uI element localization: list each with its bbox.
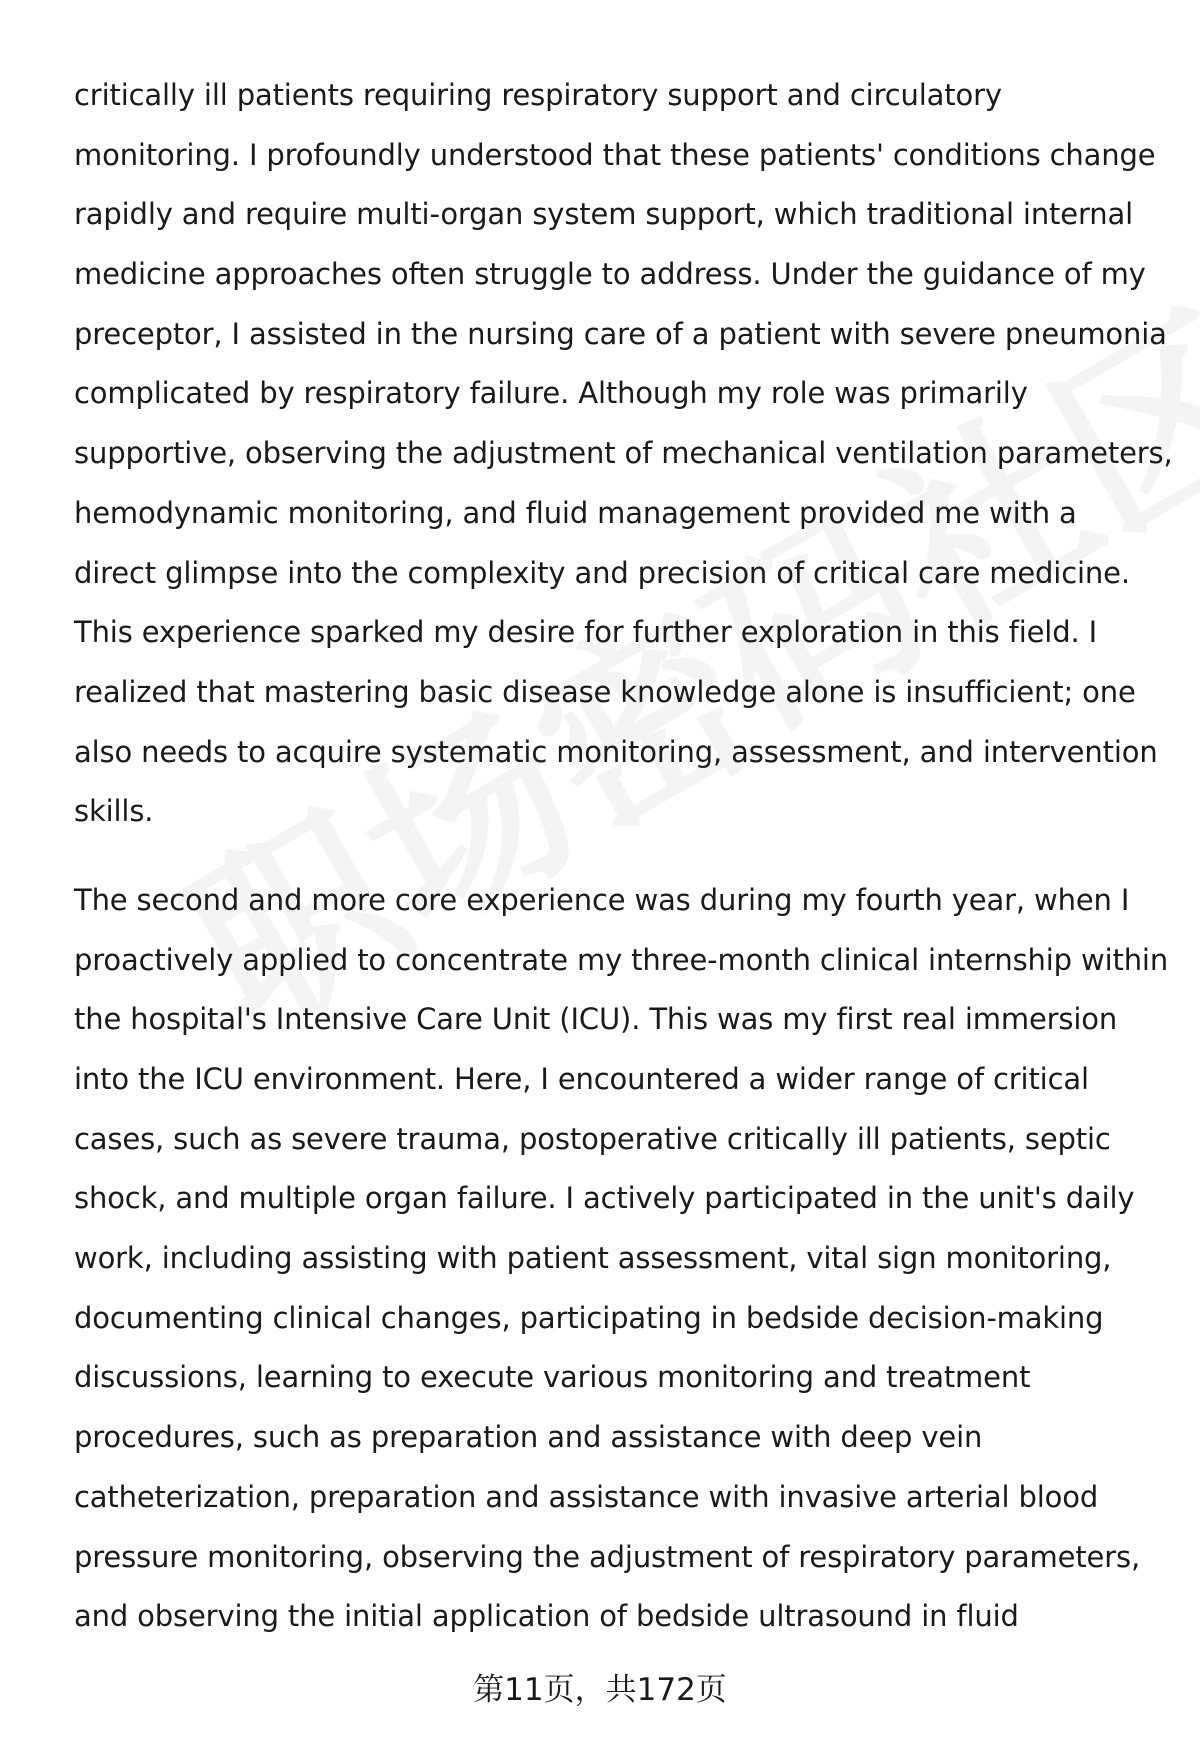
text-line: direct glimpse into the complexity and precision of critical care medicine.: [74, 555, 1130, 590]
text-line: catheterization, preparation and assistance with invasive arterial blood: [74, 1479, 1099, 1514]
text-line: monitoring. I profoundly understood that these patients' conditions change: [74, 137, 1156, 172]
text-line: skills.: [74, 794, 154, 829]
text-line: complicated by respiratory failure. Although my role was primarily: [74, 376, 1028, 411]
page-number-footer: 第11页，共172页: [473, 1672, 727, 1708]
text-line: The second and more core experience was during my fourth year, when I: [74, 882, 1130, 917]
text-line: rapidly and require multi-organ system support, which traditional internal: [74, 197, 1133, 232]
text-line: and observing the initial application of bedside ultrasound in fluid: [74, 1599, 1019, 1634]
text-line: supportive, observing the adjustment of mechanical ventilation parameters,: [74, 436, 1173, 471]
text-line: preceptor, I assisted in the nursing care of a patient with severe pneumonia: [74, 316, 1167, 351]
text-line: cases, such as severe trauma, postoperative critically ill patients, septic: [74, 1121, 1111, 1156]
text-line: the hospital's Intensive Care Unit (ICU). This was my first real immersion: [74, 1002, 1118, 1037]
text-line: procedures, such as preparation and assistance with deep vein: [74, 1420, 983, 1455]
text-line: medicine approaches often struggle to address. Under the guidance of my: [74, 257, 1146, 292]
paragraph-spacer: [74, 842, 1174, 871]
text-line: realized that mastering basic disease knowledge alone is insufficient; one: [74, 674, 1136, 709]
text-line: proactively applied to concentrate my three-month clinical internship within: [74, 942, 1169, 977]
text-line: This experience sparked my desire for further exploration in this field. I: [74, 615, 1098, 650]
text-line: hemodynamic monitoring, and fluid management provided me with a: [74, 495, 1077, 530]
paragraph-1: [74, 66, 1174, 842]
text-line: documenting clinical changes, participating in bedside decision-making: [74, 1300, 1104, 1335]
text-line: also needs to acquire systematic monitoring, assessment, and intervention: [74, 734, 1158, 769]
paragraph-2: [74, 871, 1174, 1647]
text-line: discussions, learning to execute various monitoring and treatment: [74, 1360, 1031, 1395]
text-line: work, including assisting with patient assessment, vital sign monitoring,: [74, 1241, 1112, 1276]
body-text: [74, 66, 1174, 1647]
text-line: shock, and multiple organ failure. I actively participated in the unit's daily: [74, 1181, 1135, 1216]
text-line: pressure monitoring, observing the adjustment of respiratory parameters,: [74, 1539, 1141, 1574]
text-line: critically ill patients requiring respiratory support and circulatory: [74, 78, 1002, 112]
text-line: into the ICU environment. Here, I encountered a wider range of critical: [74, 1062, 1089, 1096]
